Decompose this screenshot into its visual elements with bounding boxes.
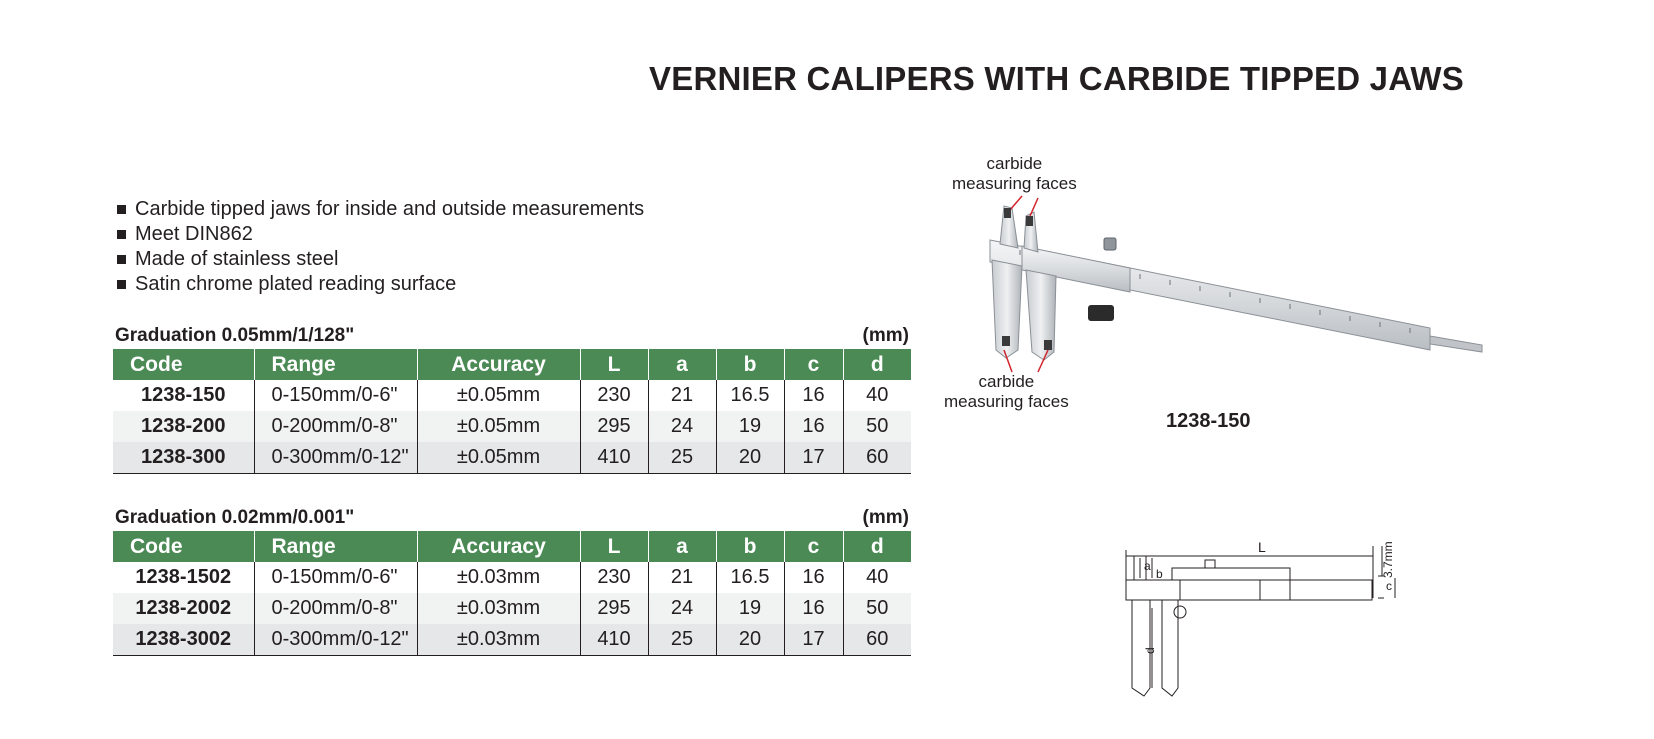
cell-a: 21 [648,562,716,593]
column-header-a: a [648,349,716,380]
page-title: VERNIER CALIPERS WITH CARBIDE TIPPED JAWS [649,60,1464,97]
cell-range: 0-200mm/0-8" [254,593,417,624]
spec-table-graduation-005 [113,323,911,474]
table-row [113,593,911,624]
cell-c: 16 [784,562,843,593]
square-bullet-icon [117,255,126,264]
feature-item: Made of stainless steel [117,247,644,272]
caliper-photo [944,154,1520,430]
cell-b: 16.5 [716,380,784,411]
cell-code: 1238-3002 [113,624,254,656]
cell-accuracy: ±0.03mm [417,593,580,624]
cell-l: 295 [580,411,648,442]
cell-d: 50 [843,411,911,442]
spec-table [113,349,911,474]
spec-table-graduation-002 [113,505,911,656]
cell-l: 230 [580,562,648,593]
unit-label: (mm) [862,325,909,346]
cell-b: 19 [716,411,784,442]
column-header-c: c [784,531,843,562]
column-header-d: d [843,349,911,380]
cell-code: 1238-150 [113,380,254,411]
cell-d: 40 [843,562,911,593]
carbide-label-top: carbide measuring faces [952,154,1077,193]
dim-a-label: a [1144,559,1151,573]
cell-b: 20 [716,442,784,474]
cell-d: 40 [843,380,911,411]
feature-item: Carbide tipped jaws for inside and outside measurements [117,197,644,222]
table-row [113,380,911,411]
cell-code: 1238-1502 [113,562,254,593]
square-bullet-icon [117,230,126,239]
cell-d: 60 [843,624,911,656]
dim-c-label: c [1386,579,1392,593]
column-header-c: c [784,349,843,380]
cell-range: 0-300mm/0-12" [254,442,417,474]
dim-b-label: b [1156,567,1163,581]
table-row [113,624,911,656]
cell-accuracy: ±0.05mm [417,380,580,411]
photo-caption: 1238-150 [1166,410,1251,432]
carbide-label-bottom: carbide measuring faces [944,372,1069,411]
cell-l: 230 [580,380,648,411]
cell-accuracy: ±0.03mm [417,624,580,656]
cell-d: 60 [843,442,911,474]
column-header-accuracy: Accuracy [417,531,580,562]
cell-range: 0-300mm/0-12" [254,624,417,656]
column-header-l: L [580,349,648,380]
square-bullet-icon [117,280,126,289]
feature-list [117,197,644,297]
graduation-label: Graduation 0.05mm/1/128" [115,325,355,346]
cell-range: 0-150mm/0-6" [254,380,417,411]
cell-l: 410 [580,442,648,474]
dimension-diagram [1120,538,1400,713]
cell-b: 19 [716,593,784,624]
cell-a: 25 [648,624,716,656]
column-header-accuracy: Accuracy [417,349,580,380]
feature-item: Satin chrome plated reading surface [117,272,644,297]
cell-d: 50 [843,593,911,624]
cell-a: 24 [648,593,716,624]
column-header-b: b [716,349,784,380]
cell-accuracy: ±0.03mm [417,562,580,593]
cell-range: 0-200mm/0-8" [254,411,417,442]
cell-c: 16 [784,593,843,624]
table-header-row [113,349,911,380]
unit-label: (mm) [862,507,909,528]
caliper-dimension-drawing [1120,538,1400,708]
table-row [113,562,911,593]
column-header-a: a [648,531,716,562]
dim-d-label: d [1143,647,1157,654]
cell-a: 21 [648,380,716,411]
column-header-code: Code [113,349,254,380]
spec-table [113,531,911,656]
cell-l: 410 [580,624,648,656]
cell-range: 0-150mm/0-6" [254,562,417,593]
cell-c: 16 [784,380,843,411]
cell-c: 17 [784,624,843,656]
cell-accuracy: ±0.05mm [417,442,580,474]
feature-item: Meet DIN862 [117,222,644,247]
cell-code: 1238-2002 [113,593,254,624]
column-header-b: b [716,531,784,562]
cell-c: 17 [784,442,843,474]
cell-code: 1238-300 [113,442,254,474]
cell-l: 295 [580,593,648,624]
column-header-range: Range [254,349,417,380]
square-bullet-icon [117,205,126,214]
column-header-range: Range [254,531,417,562]
graduation-label: Graduation 0.02mm/0.001" [115,507,355,528]
table-row [113,442,911,474]
cell-b: 16.5 [716,562,784,593]
cell-accuracy: ±0.05mm [417,411,580,442]
cell-a: 25 [648,442,716,474]
dim-l-label: L [1258,539,1266,555]
column-header-code: Code [113,531,254,562]
dim-37mm-label: 3.7mm [1381,541,1395,578]
table-row [113,411,911,442]
column-header-l: L [580,531,648,562]
column-header-d: d [843,531,911,562]
table-header-row [113,531,911,562]
cell-c: 16 [784,411,843,442]
cell-a: 24 [648,411,716,442]
cell-b: 20 [716,624,784,656]
cell-code: 1238-200 [113,411,254,442]
